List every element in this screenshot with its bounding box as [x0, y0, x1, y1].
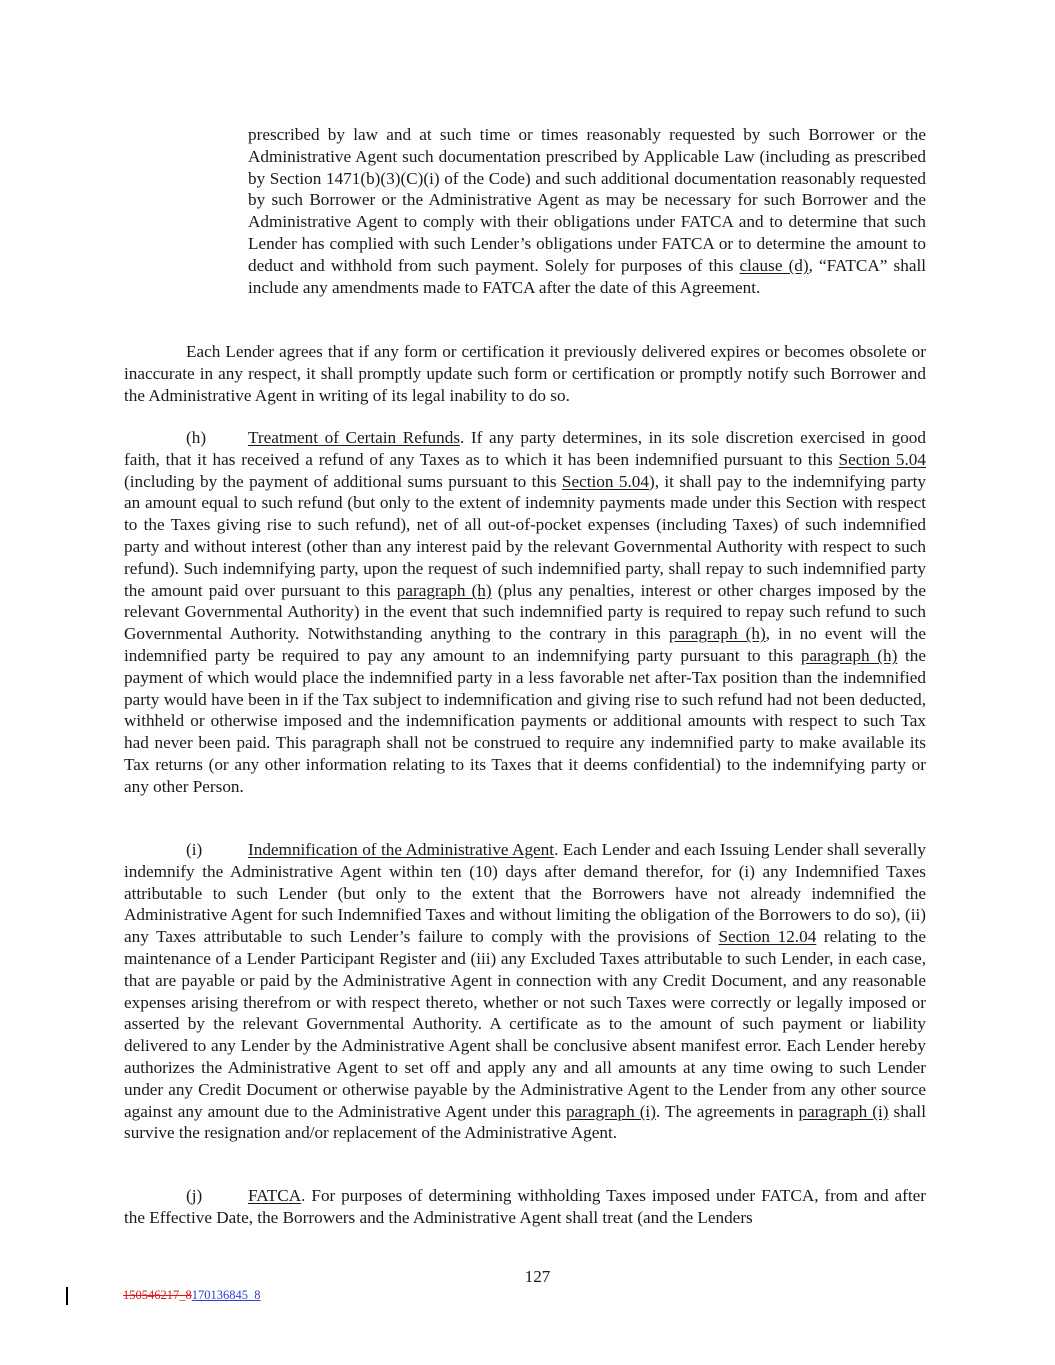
section-j-text-1: . For purposes of determining withholding Taxes imposed under FATCA, from and after the Effective Date, the Borrowers and the Administrative Agent shall treat (and the Lenders — [124, 1186, 926, 1227]
document-id-inserted: 170136845_8 — [191, 1288, 261, 1302]
section-h-text-4: (plus any penalties, interest or other charges imposed by the relevant Governmental Authority) in the event that such indemnified party is required to repay such refund to such Governmental Authority. Notwithstanding anything to the contrary in this — [124, 580, 927, 644]
change-bar — [66, 1287, 68, 1305]
lender-update-text: Each Lender agrees that if any form or certification it previously delivered expires or becomes obsolete or inaccurate in any respect, it shall promptly update such form or certification or promptly notify such Borrower and the Administrative Agent in writing of its legal inability to do so. — [124, 342, 926, 405]
section-i-text-2: relating to the maintenance of a Lender Participant Register and (iii) any Excluded Taxes attributable to such Lender, in each case, that are payable or paid by the Administrative Agent in connection with any Credit Document, and any reasonable expenses arising therefrom or with respect thereto, whether or not such Taxes were correctly or legally imposed or asserted by the relevant Governmental Authority. A certificate as to the amount of such payment or liability delivered to any Lender by the Administrative Agent shall be conclusive absent manifest error. Each Lender hereby authorizes the Administrative Agent to set off and apply any and all amounts at any time owing to such Lender under any Credit Document or otherwise payable by the Administrative Agent to the Lender from any other source against any amount due to the Administrative Agent under this — [124, 927, 926, 1121]
section-i-text-1: . Each Lender and each Issuing Lender shall severally indemnify the Administrative Agent within ten (10) days after demand therefor, for (i) any Indemnified Taxes attributable to such Lender (but only to the extent that the Borrowers have not already indemnified the Administrative Agent for such Indemnified Taxes and without limiting the obligation of the Borrowers to do so), (ii) any Taxes attributable to such Lender’s failure to comply with the provisions of — [124, 840, 926, 947]
clause-d-text-1: prescribed by law and at such time or times reasonably requested by such Borrower or the Administrative Agent such documentation prescribed by Applicable Law (including as prescribed by Section 1471(b)(3)(C)(i) of the Code) and such additional documentation reasonably requested by such Borrower or the Administrative Agent as may be necessary for such Borrower and the Administrative Agent to comply with their obligations under FATCA and to determine that such Lender has complied with such Lender’s obligations under FATCA or to determine the amount to deduct and withhold from such payment. Solely for purposes of this — [248, 125, 926, 275]
section-h-label: (h) — [186, 428, 207, 447]
section-i-ref-2: paragraph (i) — [565, 1101, 656, 1121]
section-j-paragraph — [124, 1185, 926, 1229]
section-i-label: (i) — [186, 840, 203, 859]
clause-d-reference: clause (d) — [739, 255, 809, 275]
section-i-ref-1: Section 12.04 — [718, 927, 817, 947]
section-i-ref-3: paragraph (i) — [798, 1101, 889, 1121]
section-h-paragraph — [124, 427, 926, 798]
section-h-text-3: ), it shall pay to the indemnifying party an amount equal to such refund (but only to the extent of indemnity payments made under this Section with respect to the Taxes giving rise to such refund), net of all out-of-pocket expenses (including Taxes) of such indemnified party and without interest (other than any interest paid by the relevant Governmental Authority with respect to such refund). Such indemnifying party, upon the request of such indemnified party, shall repay to such indemnified party the amount paid over pursuant to this — [124, 471, 926, 600]
section-i-heading: Indemnification of the Administrative Agent — [248, 840, 555, 859]
section-j-heading: FATCA — [248, 1186, 302, 1205]
clause-d-continuation — [248, 124, 926, 298]
lender-update-paragraph — [124, 341, 926, 406]
section-h-ref-1: Section 5.04 — [838, 449, 926, 469]
section-h-text-6: the payment of which would place the indemnified party in a less favorable net after-Tax position than the indemnified party would have been in if the Tax subject to indemnification and giving rise to such refund had not been deducted, withheld or otherwise imposed and the indemnification payments or additional amounts with respect to such Tax had never been paid. This paragraph shall not be construed to require any indemnified party to make available its Tax returns (or any other information relating to its Taxes that it deems confidential) to the indemnifying party or any other Person. — [124, 645, 926, 796]
section-h-ref-2: Section 5.04 — [561, 471, 649, 491]
clause-d-text-2: , “FATCA” shall include any amendments made to FATCA after the date of this Agreement. — [248, 255, 926, 297]
page-number: 127 — [524, 1267, 551, 1286]
document-id — [123, 1287, 261, 1303]
section-h-text-1: . If any party determines, in its sole discretion exercised in good faith, that it has received a refund of any Taxes as to which it has been indemnified pursuant to this — [124, 428, 926, 469]
section-i-paragraph — [124, 839, 926, 1144]
section-i-text-3: . The agreements in — [655, 1101, 799, 1121]
section-h-ref-3: paragraph (h) — [396, 580, 492, 600]
section-h-ref-5: paragraph (h) — [800, 645, 898, 665]
section-h-ref-4: paragraph (h) — [668, 624, 766, 644]
section-j-label: (j) — [186, 1186, 203, 1205]
section-i-text-4: shall survive the resignation and/or replacement of the Administrative Agent. — [124, 1101, 926, 1143]
document-id-deleted: 150546217_8 — [123, 1288, 192, 1302]
section-h-text-5: , in no event will the indemnified party be required to pay any amount to an indemnifying party pursuant to this — [124, 624, 927, 665]
section-h-text-2: (including by the payment of additional sums pursuant to this — [124, 471, 562, 491]
section-h-heading: Treatment of Certain Refunds — [248, 428, 461, 447]
